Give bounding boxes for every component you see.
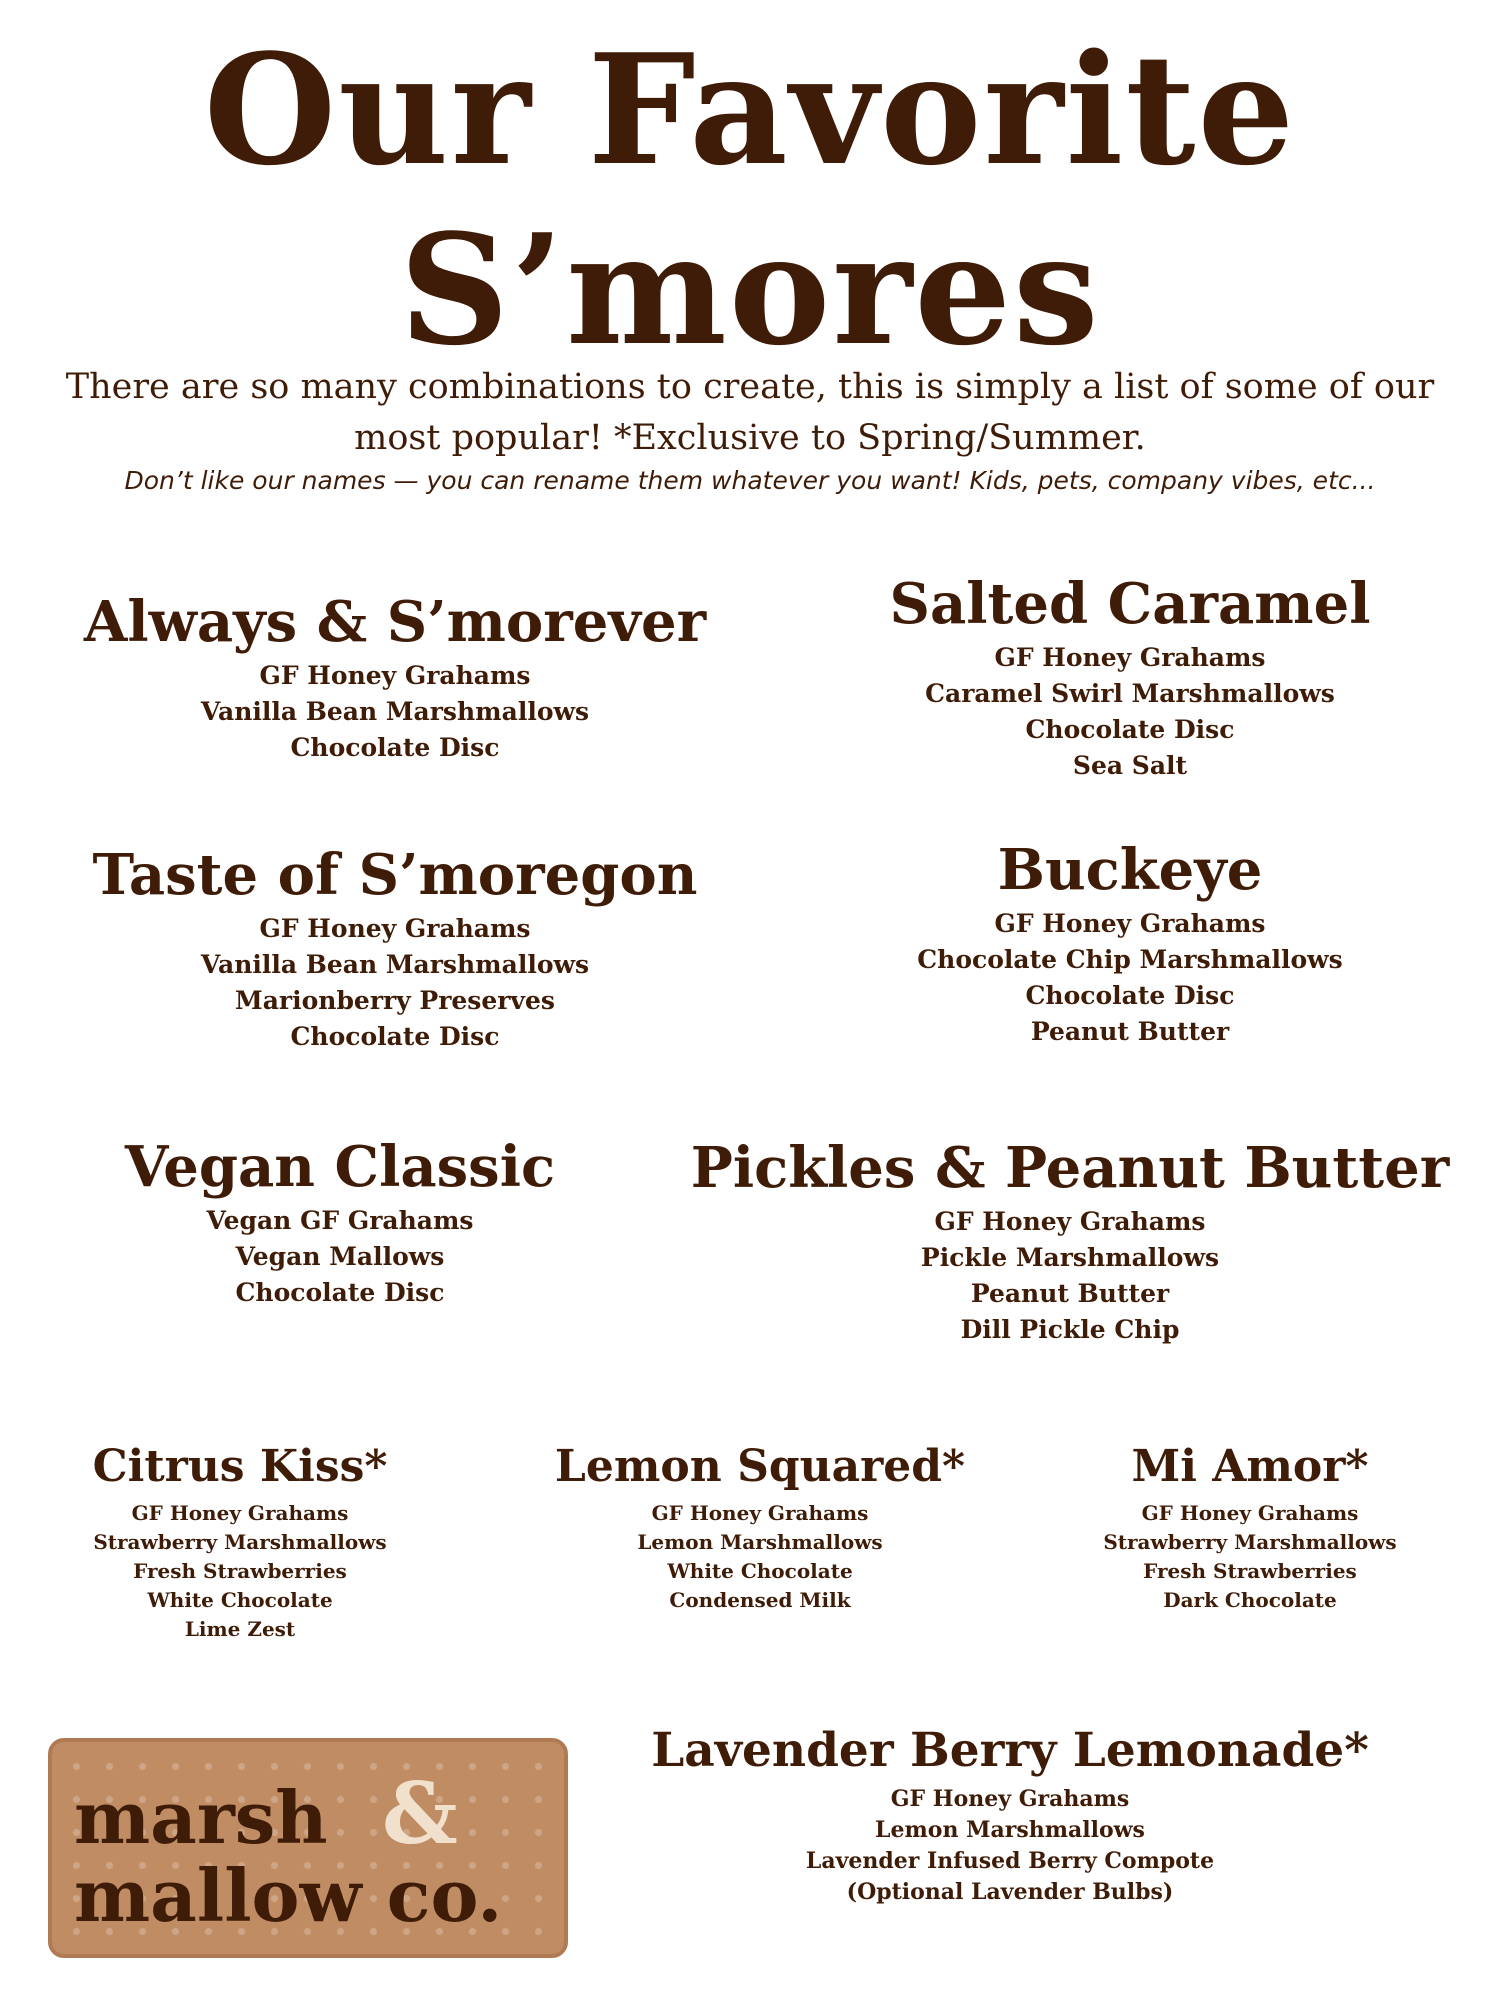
ingredient: Chocolate Disc [235, 1278, 445, 1308]
ingredient: GF Honey Grahams [131, 1500, 349, 1525]
smore-name: Mi Amor* [1131, 1441, 1369, 1492]
ingredient: Chocolate Disc [1025, 715, 1235, 745]
ingredient: Marionberry Preserves [235, 986, 555, 1016]
ingredient: GF Honey Grahams [994, 643, 1266, 673]
intro-line-1: There are so many combinations to create, this is simply a list of some of our [65, 367, 1435, 407]
ingredient: GF Honey Grahams [259, 661, 531, 691]
ingredient: Chocolate Disc [290, 1022, 500, 1052]
ingredient: Lime Zest [184, 1616, 296, 1641]
smore-name: Pickles & Peanut Butter [690, 1135, 1450, 1201]
smore-name: Lemon Squared* [554, 1441, 966, 1492]
smore-name: Taste of S’moregon [92, 842, 698, 908]
rename-note: Don’t like our names — you can rename them whatever you want! Kids, pets, company vibes, etc... [124, 466, 1376, 495]
ingredient: Lavender Infused Berry Compote [805, 1848, 1215, 1875]
ingredient: White Chocolate [147, 1587, 333, 1612]
smore-name: Citrus Kiss* [92, 1441, 388, 1492]
ingredient: GF Honey Grahams [890, 1786, 1130, 1813]
ingredient: Strawberry Marshmallows [1103, 1529, 1397, 1554]
smore-card-taste-of-smoregon [40, 843, 750, 1055]
ingredient: Sea Salt [1072, 751, 1188, 781]
ingredient: Dark Chocolate [1163, 1587, 1337, 1612]
smore-name: Salted Caramel [889, 571, 1371, 637]
smore-card-salted-caramel [780, 572, 1480, 784]
smore-name: Always & S’morever [83, 589, 707, 655]
ingredient: Chocolate Chip Marshmallows [917, 945, 1343, 975]
ingredient: GF Honey Grahams [994, 909, 1266, 939]
ingredient: Vegan GF Grahams [206, 1206, 474, 1236]
ingredient: Caramel Swirl Marshmallows [925, 679, 1335, 709]
ingredient: Lemon Marshmallows [875, 1817, 1145, 1844]
ingredient: Vanilla Bean Marshmallows [200, 697, 590, 727]
ingredient: GF Honey Grahams [1141, 1500, 1359, 1525]
ingredient: Fresh Strawberries [1143, 1558, 1357, 1583]
smore-card-lavender-berry-lemonade [640, 1724, 1380, 1908]
ingredient: White Chocolate [667, 1558, 853, 1583]
smore-card-lemon-squared [520, 1442, 1000, 1615]
brand-logo [48, 1738, 568, 1958]
ingredient: Pickle Marshmallows [920, 1243, 1220, 1273]
ingredient: Fresh Strawberries [133, 1558, 347, 1583]
logo-text-line-1: marsh [74, 1775, 328, 1860]
intro-line-2: most popular! *Exclusive to Spring/Summer. [354, 418, 1146, 458]
ingredient: GF Honey Grahams [934, 1207, 1206, 1237]
smore-card-always-and-smorever [40, 590, 750, 766]
ingredient: Peanut Butter [1030, 1017, 1230, 1047]
ingredient: Chocolate Disc [1025, 981, 1235, 1011]
ingredient: Chocolate Disc [290, 733, 500, 763]
logo-text-line-2: mallow co. [74, 1853, 503, 1938]
smore-name: Buckeye [997, 837, 1263, 903]
smore-card-citrus-kiss [40, 1442, 440, 1644]
smore-card-vegan-classic [80, 1135, 600, 1311]
ingredient: Vanilla Bean Marshmallows [200, 950, 590, 980]
smore-name: Vegan Classic [124, 1134, 556, 1200]
smore-name: Lavender Berry Lemonade* [651, 1723, 1369, 1778]
ingredient: GF Honey Grahams [651, 1500, 869, 1525]
ingredient: Condensed Milk [669, 1587, 851, 1612]
ingredient: Lemon Marshmallows [637, 1529, 883, 1554]
ingredient: Strawberry Marshmallows [93, 1529, 387, 1554]
ingredient: (Optional Lavender Bulbs) [846, 1879, 1174, 1906]
smore-card-pickles-and-peanut-butter [650, 1136, 1490, 1348]
ingredient: Vegan Mallows [235, 1242, 445, 1272]
smore-card-buckeye [780, 838, 1480, 1050]
intro-text [40, 362, 1460, 464]
smore-card-mi-amor [1050, 1442, 1450, 1615]
ingredient: Peanut Butter [970, 1279, 1170, 1309]
logo-ampersand: & [382, 1764, 458, 1863]
page-title-line-2: S’mores [399, 200, 1101, 379]
ingredient: GF Honey Grahams [259, 914, 531, 944]
page-title-line-1: Our Favorite [203, 20, 1297, 199]
ingredient: Dill Pickle Chip [960, 1315, 1180, 1345]
